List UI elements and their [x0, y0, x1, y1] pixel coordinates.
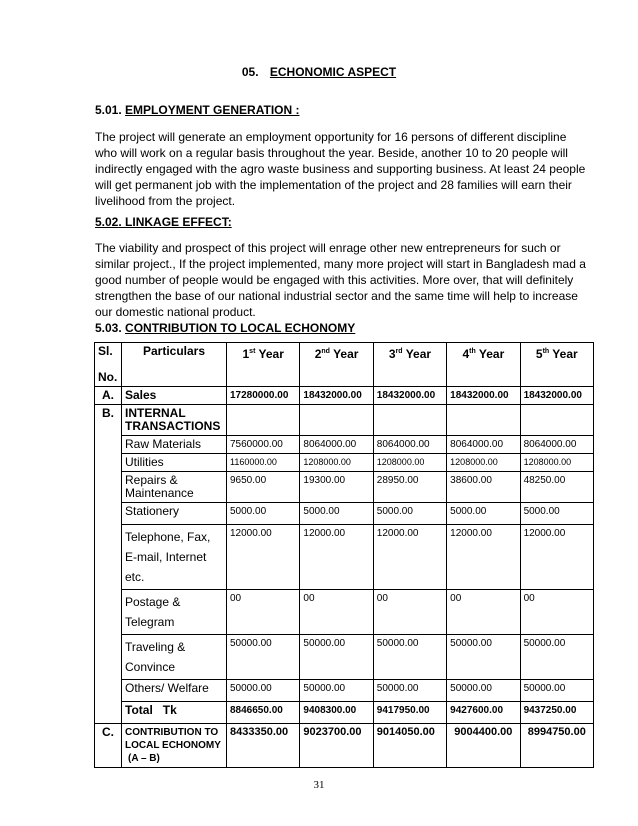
table-cell: 1208000.00: [300, 454, 373, 472]
table-cell: 12000.00: [520, 525, 593, 590]
table-row: [95, 454, 594, 472]
row-label: Traveling & Convince: [122, 635, 227, 680]
table-cell: 28950.00: [373, 472, 446, 503]
table-cell: 1160000.00: [227, 454, 300, 472]
table-cell: 00: [373, 590, 446, 635]
employment-title: EMPLOYMENT GENERATION :: [125, 103, 300, 117]
table-row: [95, 680, 594, 702]
header-year-1: 1st Year: [227, 343, 300, 387]
table-cell: 00: [227, 590, 300, 635]
table-cell: 50000.00: [373, 680, 446, 702]
table-row: [95, 472, 594, 503]
row-sl: C.: [95, 724, 122, 768]
table-cell: 8064000.00: [300, 436, 373, 454]
table-cell: 48250.00: [520, 472, 593, 503]
row-label: INTERNAL TRANSACTIONS: [122, 405, 227, 436]
table-cell: 50000.00: [520, 680, 593, 702]
table-cell: 5000.00: [447, 503, 520, 525]
table-cell: 50000.00: [373, 635, 446, 680]
table-cell: 9417950.00: [373, 702, 446, 724]
table-cell: [227, 405, 300, 436]
table-cell: 8064000.00: [447, 436, 520, 454]
header-year-2: 2nd Year: [300, 343, 373, 387]
table-cell: 5000.00: [520, 503, 593, 525]
table-cell: 9408300.00: [300, 702, 373, 724]
table-cell: 50000.00: [300, 680, 373, 702]
header-year-3: 3rd Year: [373, 343, 446, 387]
table-cell: 9023700.00: [300, 724, 373, 768]
table-cell: 1208000.00: [447, 454, 520, 472]
table-cell: 18432000.00: [447, 387, 520, 405]
row-label: Raw Materials: [122, 436, 227, 454]
table-cell: 8994750.00: [520, 724, 593, 768]
linkage-paragraph: The viability and prospect of this project will enrage other new entrepreneurs for such or similar project., If the project implemented, many more project will start in Bangladesh mad a good number of people would be engaged with this activities. More over, that will definitely strengthen the base of our national industrial sector and the same time will help to increase our domestic national product.: [95, 241, 586, 319]
row-label: Others/ Welfare: [122, 680, 227, 702]
table-row: [95, 724, 594, 768]
table-cell: 1208000.00: [373, 454, 446, 472]
table-cell: 50000.00: [227, 635, 300, 680]
table-cell: 50000.00: [300, 635, 373, 680]
linkage-title: . LINKAGE EFFECT:: [118, 215, 232, 229]
section-title: [0, 65, 638, 79]
row-label: [122, 724, 227, 768]
header-year-4: 4th Year: [447, 343, 520, 387]
table-cell: 12000.00: [227, 525, 300, 590]
table-cell: 12000.00: [373, 525, 446, 590]
row-label: Utilities: [122, 454, 227, 472]
table-cell: 7560000.00: [227, 436, 300, 454]
table-cell: [520, 405, 593, 436]
table-cell: 17280000.00: [227, 387, 300, 405]
table-cell: 8846650.00: [227, 702, 300, 724]
table-cell: 12000.00: [447, 525, 520, 590]
row-label: Telephone, Fax, E-mail, Internet etc.: [122, 525, 227, 590]
table-cell: 19300.00: [300, 472, 373, 503]
row-sl: B.: [95, 405, 122, 724]
table-cell: 50000.00: [447, 635, 520, 680]
table-cell: 1208000.00: [520, 454, 593, 472]
contribution-number: 5.03.: [95, 321, 122, 335]
table-cell: 18432000.00: [520, 387, 593, 405]
table-cell: [373, 405, 446, 436]
table-row: [95, 702, 594, 724]
table-cell: 50000.00: [227, 680, 300, 702]
table-cell: [300, 405, 373, 436]
row-label-main: CONTRIBUTION TO LOCAL ECHONOMY: [125, 727, 221, 751]
header-particulars: Particulars: [122, 343, 227, 387]
table-cell: 5000.00: [373, 503, 446, 525]
table-row: [95, 590, 594, 635]
row-label-sub: (A – B): [128, 753, 160, 764]
contribution-title: CONTRIBUTION TO LOCAL ECHONOMY: [125, 321, 356, 335]
page-number: 31: [313, 779, 325, 791]
row-label: Stationery: [122, 503, 227, 525]
table-header-row: [95, 343, 594, 387]
table-row: [95, 387, 594, 405]
header-year-5: 5th Year: [520, 343, 593, 387]
table-cell: 00: [447, 590, 520, 635]
section-number: 05.: [241, 65, 259, 79]
employment-paragraph: The project will generate an employment opportunity for 16 persons of different discipline who will work on a regular basis throughout the year. Beside, another 10 to 20 people will indirectly engaged with the agro waste business and supporting business. At least 24 people will get permanent job with the implementation of the project and 28 families will earn their livelihood from the project.: [95, 130, 586, 208]
table-cell: 5000.00: [300, 503, 373, 525]
section-heading: ECHONOMIC ASPECT: [269, 65, 397, 79]
table-cell: 12000.00: [300, 525, 373, 590]
table-cell: 8433350.00: [227, 724, 300, 768]
table-cell: [447, 405, 520, 436]
table-cell: 8064000.00: [373, 436, 446, 454]
linkage-number: 5.02: [95, 215, 119, 229]
row-sl: A.: [95, 387, 122, 405]
table-row: [95, 436, 594, 454]
table-row: [95, 405, 594, 436]
row-label: Postage & Telegram: [122, 590, 227, 635]
contribution-heading: [95, 321, 355, 335]
table-cell: 9650.00: [227, 472, 300, 503]
header-sl: Sl. No.: [95, 343, 122, 387]
table-row: [95, 635, 594, 680]
table-row: [95, 503, 594, 525]
row-label: Total Tk: [122, 702, 227, 724]
employment-number: 5.01.: [95, 103, 122, 117]
table-cell: 50000.00: [520, 635, 593, 680]
table-cell: 00: [300, 590, 373, 635]
table-cell: 8064000.00: [520, 436, 593, 454]
economy-table: [94, 342, 594, 768]
table-cell: 5000.00: [227, 503, 300, 525]
row-label: Repairs & Maintenance: [122, 472, 227, 503]
table-cell: 9004400.00: [447, 724, 520, 768]
table-cell: 18432000.00: [300, 387, 373, 405]
table-cell: 50000.00: [447, 680, 520, 702]
table-cell: 9014050.00: [373, 724, 446, 768]
linkage-heading: [95, 215, 232, 229]
table-cell: 9437250.00: [520, 702, 593, 724]
employment-heading: [95, 103, 300, 117]
table-cell: 18432000.00: [373, 387, 446, 405]
table-row: [95, 525, 594, 590]
row-label: Sales: [122, 387, 227, 405]
table-cell: 00: [520, 590, 593, 635]
table-cell: 9427600.00: [447, 702, 520, 724]
table-cell: 38600.00: [447, 472, 520, 503]
